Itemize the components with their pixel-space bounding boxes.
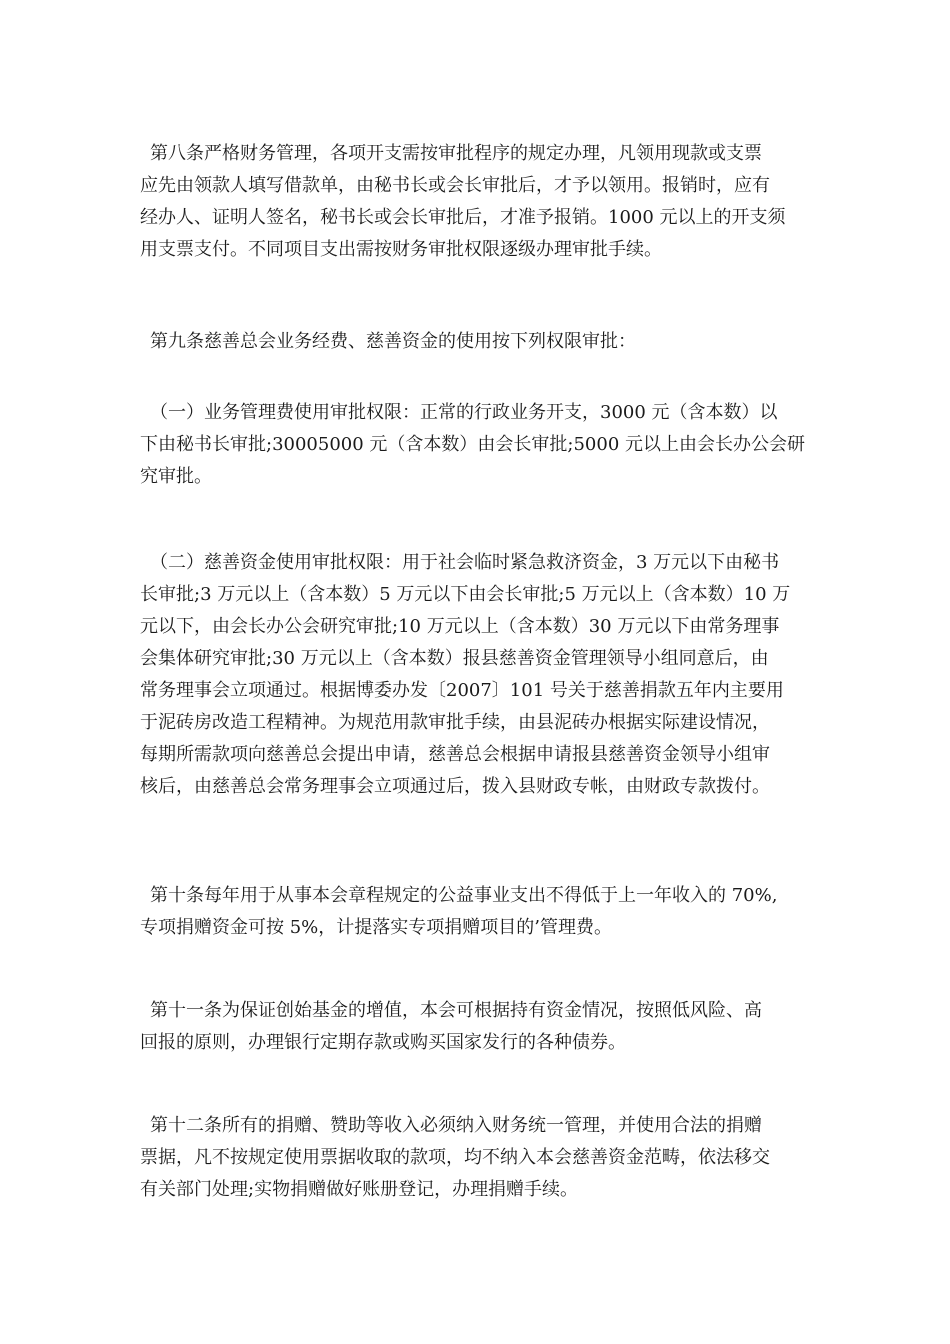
text-line: 第十条每年用于从事本会章程规定的公益事业支出不得低于上一年收入的 70%, <box>150 885 778 906</box>
text-line: 常务理事会立项通过。根据博委办发〔2007〕101 号关于慈善捐款五年内主要用 <box>140 680 784 701</box>
text-line: （一）业务管理费使用审批权限：正常的行政业务开支，3000 元（含本数）以 <box>150 402 778 423</box>
text-line: 第十二条所有的捐赠、赞助等收入必须纳入财务统一管理，并使用合法的捐赠 <box>150 1115 762 1136</box>
text-line: 第八条严格财务管理，各项开支需按审批程序的规定办理，凡领用现款或支票 <box>150 143 762 164</box>
paragraph-article-9 <box>140 326 820 358</box>
text-line: 于泥砖房改造工程精神。为规范用款审批手续，由县泥砖办根据实际建设情况， <box>140 712 770 733</box>
paragraph-article-11 <box>140 995 820 1059</box>
text-line: 每期所需款项向慈善总会提出申请，慈善总会根据申请报县慈善资金领导小组审 <box>140 744 770 765</box>
paragraph-article-9-item-1 <box>140 397 820 493</box>
paragraph-article-10 <box>140 880 820 944</box>
text-line: 专项捐赠资金可按 5%，计提落实专项捐赠项目的’管理费。 <box>140 917 612 938</box>
paragraph-article-8 <box>140 138 820 266</box>
text-line: 票据，凡不按规定使用票据收取的款项，均不纳入本会慈善资金范畴，依法移交 <box>140 1147 770 1168</box>
text-line: 第十一条为保证创始基金的增值，本会可根据持有资金情况，按照低风险、高 <box>150 1000 762 1021</box>
text-line: 有关部门处理;实物捐赠做好账册登记，办理捐赠手续。 <box>140 1179 579 1200</box>
text-line: 究审批。 <box>140 466 212 487</box>
paragraph-article-9-item-2 <box>140 547 820 803</box>
text-line: 长审批;3 万元以上（含本数）5 万元以下由会长审批;5 万元以上（含本数）10 万 <box>140 584 791 605</box>
text-line: （二）慈善资金使用审批权限：用于社会临时紧急救济资金，3 万元以下由秘书 <box>150 552 780 573</box>
text-line: 第九条慈善总会业务经费、慈善资金的使用按下列权限审批： <box>150 331 636 352</box>
text-line: 用支票支付。不同项目支出需按财务审批权限逐级办理审批手续。 <box>140 239 662 260</box>
text-line: 回报的原则，办理银行定期存款或购买国家发行的各种债券。 <box>140 1032 626 1053</box>
text-line: 元以下，由会长办公会研究审批;10 万元以上（含本数）30 万元以下由常务理事 <box>140 616 780 637</box>
text-line: 经办人、证明人签名，秘书长或会长审批后，才准予报销。1000 元以上的开支须 <box>140 207 786 228</box>
text-line: 核后，由慈善总会常务理事会立项通过后，拨入县财政专帐，由财政专款拨付。 <box>140 776 770 797</box>
text-line: 下由秘书长审批;30005000 元（含本数）由会长审批;5000 元以上由会长办公会研 <box>140 434 805 455</box>
paragraph-article-12 <box>140 1110 820 1206</box>
text-line: 应先由领款人填写借款单，由秘书长或会长审批后，才予以领用。报销时，应有 <box>140 175 770 196</box>
text-line: 会集体研究审批;30 万元以上（含本数）报县慈善资金管理领导小组同意后，由 <box>140 648 769 669</box>
